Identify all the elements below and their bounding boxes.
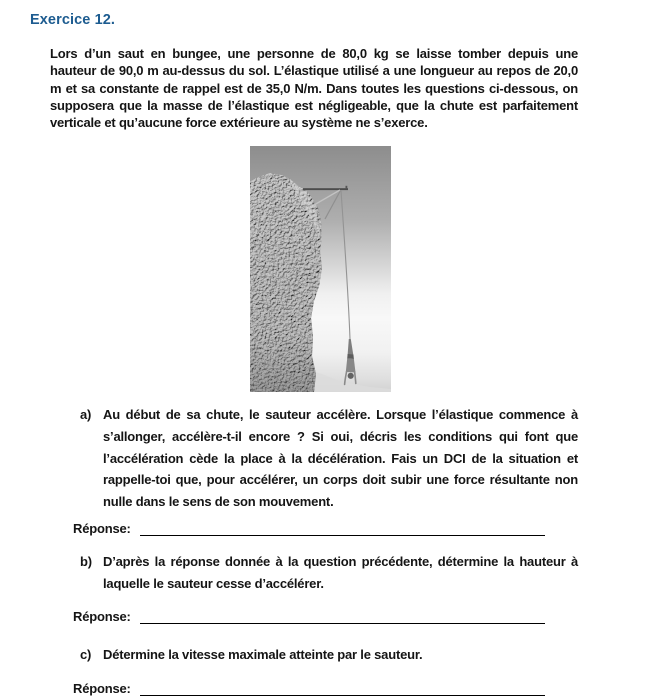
question-label: c) bbox=[80, 647, 92, 662]
answer-label: Réponse: bbox=[73, 681, 131, 696]
question-text: Au début de sa chute, le sauteur accélère. Lorsque l’élastique commence à s’allonger, accélère-t-il encore ? Si oui, décris les conditions qui font que l’accélération cède la place à la décélération. Fais un DCI de la situation et rappelle-toi que, pour accélérer, un corps doit subir une force résultante non nulle dans le sens de son mouvement. bbox=[103, 407, 578, 510]
answer-label: Réponse: bbox=[73, 521, 131, 536]
answer-blank-line bbox=[140, 682, 545, 696]
answer-blank-line bbox=[140, 610, 545, 624]
answer-label: Réponse: bbox=[73, 609, 131, 624]
question-label: a) bbox=[80, 407, 92, 422]
question-label: b) bbox=[80, 554, 92, 569]
intro-paragraph: Lors d’un saut en bungee, une personne de 80,0 kg se laisse tomber depuis une hauteur de 90,0 m au-dessus du sol. L’élastique utilisé a une longueur au repos de 20,0 m et sa constante de rappel est de 35,0 N/m. Dans toutes les questions ci-dessous, on supposera que la masse de l’élastique est négligeable, que la chute est parfaitement verticale et qu’aucune force extérieure au système ne s’exerce. bbox=[50, 46, 578, 131]
question-text: D’après la réponse donnée à la question précédente, détermine la hauteur à laquelle le sauteur cesse d’accélérer. bbox=[103, 554, 578, 591]
question-text: Détermine la vitesse maximale atteinte par le sauteur. bbox=[103, 647, 423, 662]
answer-blank-line bbox=[140, 522, 545, 536]
question-item-a bbox=[80, 404, 578, 513]
exercise-title: Exercice 12. bbox=[30, 12, 116, 28]
question-item-b bbox=[80, 551, 578, 595]
question-item-c bbox=[80, 644, 578, 666]
bungee-cliff-photo bbox=[250, 146, 391, 392]
answer-row-c bbox=[73, 681, 545, 696]
bungee-cliff-illustration bbox=[250, 146, 391, 392]
answer-row-b bbox=[73, 609, 545, 624]
answer-row-a bbox=[73, 521, 545, 536]
